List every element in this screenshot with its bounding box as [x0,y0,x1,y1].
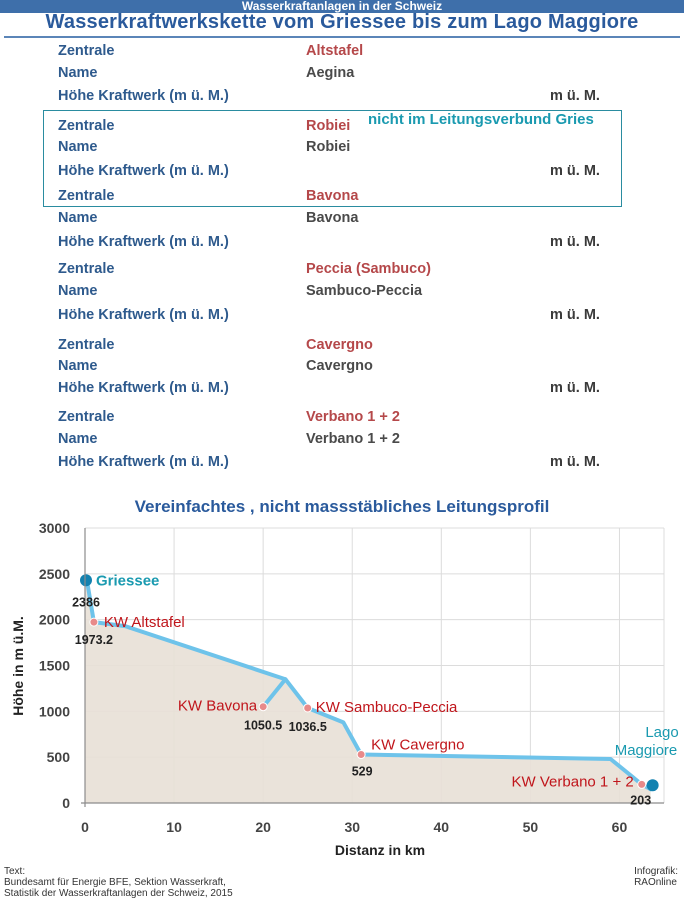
plant-name: Cavergno [306,358,373,374]
station-name: Robiei [306,118,351,134]
hoehe-label: Höhe Kraftwerk (m ü. M.) [58,234,229,250]
name-label: Name [58,283,98,299]
height-unit: m ü. M. [550,88,600,104]
griessee-label: Griessee [96,572,160,590]
plant-name: Sambuco-Peccia [306,283,423,299]
lago-maggiore-point [647,779,659,791]
plant-name: Verbano 1 + 2 [306,431,400,447]
station-label: KW Bavona [177,697,258,715]
gries-network-note: nicht im Leitungsverbund Gries [368,111,594,128]
station-point [259,703,267,711]
lago-maggiore-label [615,724,679,759]
hoehe-label: Höhe Kraftwerk (m ü. M.) [58,163,229,179]
name-label: Name [58,210,98,226]
zentrale-label: Zentrale [58,261,115,277]
station-name: Cavergno [306,337,373,353]
source-line: Bundesamt für Energie BFE, Sektion Wasserkraft, [4,877,226,888]
y-tick-label: 2500 [38,565,70,582]
height-unit: m ü. M. [550,163,600,179]
y-tick-label: 3000 [38,520,70,536]
station-label: KW Verbano 1 + 2 [511,773,634,791]
station-point [357,751,365,759]
x-tick-label: 30 [344,819,361,835]
chart-title: Vereinfachtes , nicht massstäbliches Leitungsprofil [134,497,550,516]
station-value: 1973.2 [74,633,114,648]
credit-line: Infografik: [634,866,678,877]
station-value: 1050.5 [244,718,283,733]
zentrale-label: Zentrale [58,188,115,204]
station-value: 203 [630,793,652,808]
station-point [90,618,98,626]
station-value: 529 [351,764,373,779]
plant-name: Aegina [306,65,355,81]
griessee-point [80,574,92,586]
infographic-credit [634,866,678,888]
station-name: Peccia (Sambuco) [306,261,431,277]
station-point [638,780,646,788]
zentrale-label: Zentrale [58,337,115,353]
hoehe-label: Höhe Kraftwerk (m ü. M.) [58,454,229,470]
y-tick-label: 1500 [38,657,70,674]
height-unit: m ü. M. [550,307,600,323]
station-point [304,704,312,712]
zentrale-label: Zentrale [58,43,115,59]
x-tick-label: 0 [81,819,89,835]
griessee-value: 2386 [72,595,100,610]
height-unit: m ü. M. [550,454,600,470]
station-value: 1036.5 [288,719,327,734]
plant-name: Robiei [306,139,351,155]
station-label: KW Altstafel [103,614,185,632]
y-tick-label: 2000 [38,611,70,628]
name-label: Name [58,139,98,155]
name-label: Name [58,358,98,374]
station-label: KW Cavergno [371,736,465,754]
station-name: Altstafel [306,43,364,59]
hoehe-label: Höhe Kraftwerk (m ü. M.) [58,380,229,396]
station-name: Verbano 1 + 2 [306,409,400,425]
lago-maggiore-label-line: Maggiore [614,742,678,759]
page-title: Wasserkraftwerkskette vom Griessee bis zum Lago Maggiore [45,11,639,33]
x-tick-label: 20 [255,819,271,835]
y-axis-title: Höhe in m ü.M. [10,616,26,716]
name-label: Name [58,65,98,81]
source-line: Statistik der Wasserkraftanlagen der Schweiz, 2015 [4,888,233,899]
y-tick-label: 1000 [38,703,70,720]
station-label: KW Sambuco-Peccia [315,698,458,716]
y-tick-label: 500 [46,749,70,766]
zentrale-label: Zentrale [58,409,115,425]
hoehe-label: Höhe Kraftwerk (m ü. M.) [58,88,229,104]
credit-line: RAOnline [634,877,677,888]
hoehe-label: Höhe Kraftwerk (m ü. M.) [58,307,229,323]
x-tick-label: 10 [166,819,182,835]
height-unit: m ü. M. [550,234,600,250]
zentrale-label: Zentrale [58,118,115,134]
x-tick-label: 50 [522,819,539,835]
source-credit [4,866,233,899]
x-axis-title: Distanz in km [334,842,426,858]
top-banner: Wasserkraftanlagen in der Schweiz [0,0,684,13]
plant-name: Bavona [306,210,359,226]
station-name: Bavona [306,188,359,204]
height-unit: m ü. M. [550,380,600,396]
name-label: Name [58,431,98,447]
source-line: Text: [4,866,26,877]
x-tick-label: 40 [433,819,450,835]
x-tick-label: 60 [611,819,628,835]
y-tick-label: 0 [62,795,70,811]
lago-maggiore-label-line: Lago [645,724,679,741]
